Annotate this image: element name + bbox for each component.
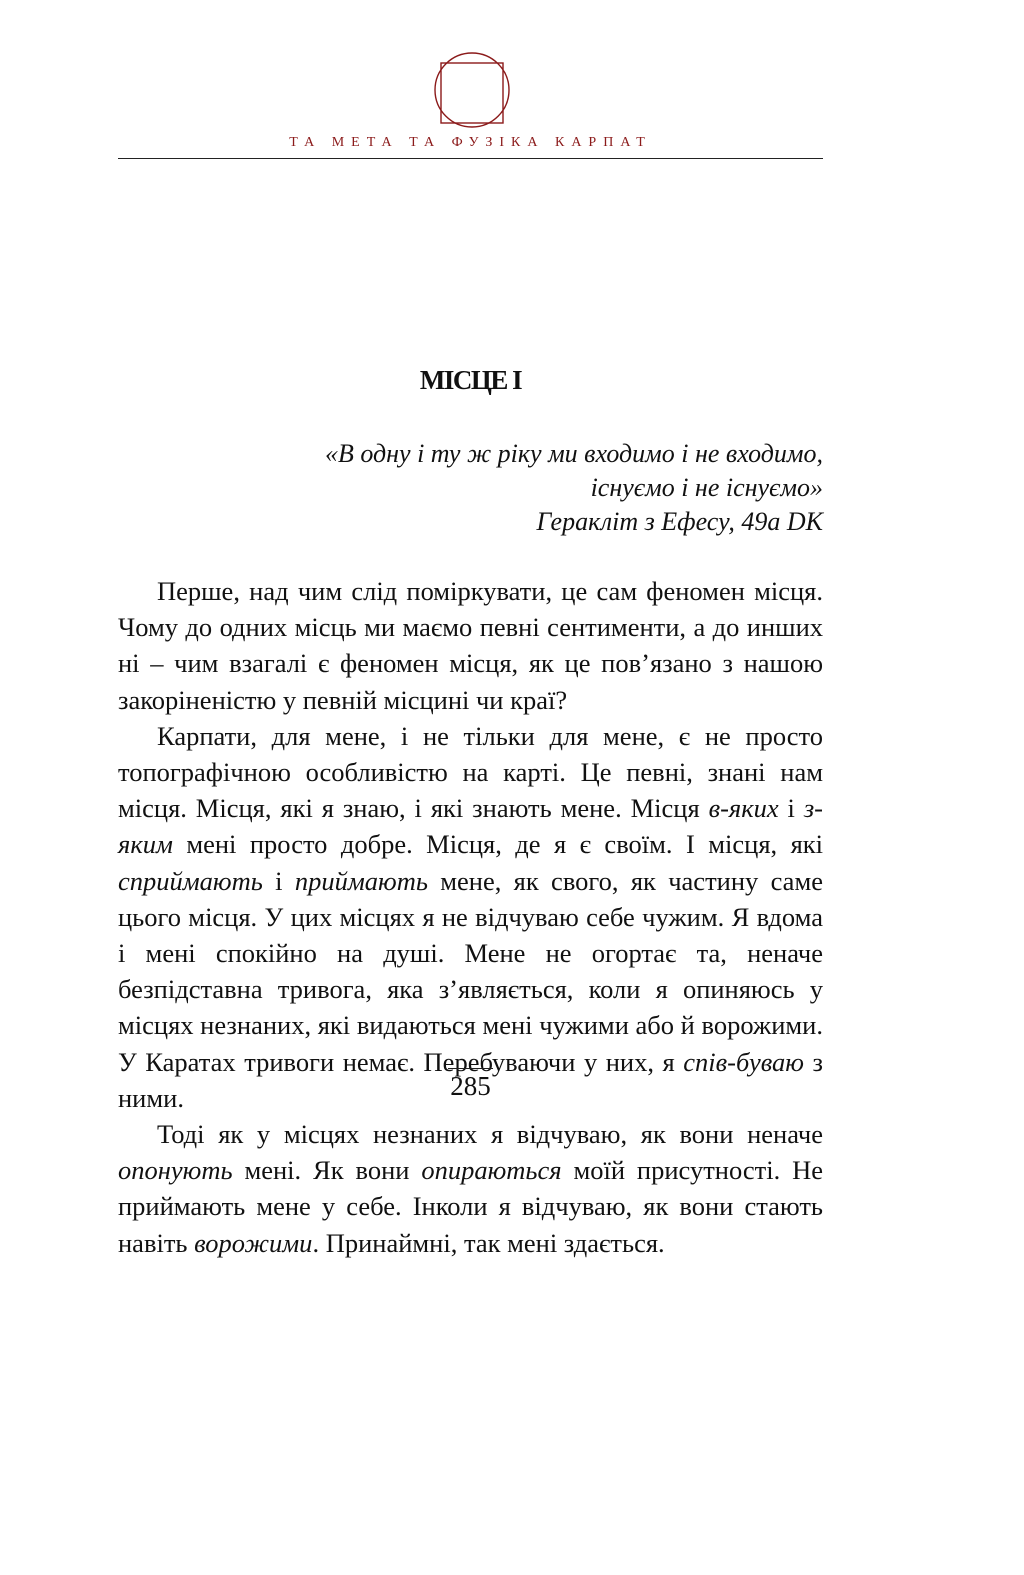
epigraph-line-1: «В одну і ту ж ріку ми входимо і не входимо,: [324, 439, 823, 468]
body-text: [118, 573, 823, 1261]
running-header: ТА МЕТА ТА ФУЗІКА КАРПАТ: [289, 135, 652, 150]
text-span: мене, як свого, як частину саме цього місця. У цих місцях я не відчуваю себе чужим. Я вдома і мені спокійно на душі. Мене не огортає та, неначе безпідставна тривога, яка з’являється, коли я опиняюсь у місцях незнаних, які видаються мені чужими або й ворожими. У Каратах тривоги немає. Перебуваючи у них, я: [118, 865, 823, 1077]
chapter-title: МІСЦЕ І: [419, 365, 522, 395]
text-span: і: [778, 793, 804, 824]
circle-square-emblem-icon: [432, 50, 512, 132]
page-number: [118, 1068, 823, 1103]
emphasis: опонують: [118, 1155, 233, 1186]
text-span: мені. Як вони: [232, 1155, 422, 1186]
epigraph-attribution: Геракліт з Ефесу, 49a DK: [536, 507, 823, 536]
text-span: . Принаймні, так мені здається.: [312, 1227, 665, 1258]
text-span: моїй присутності. Не приймають мене у себе. Інколи я відчуваю, як вони стають навіть: [118, 1155, 823, 1258]
page-number-label: 285: [448, 1068, 493, 1103]
emphasis: з-яким: [118, 793, 823, 860]
emphasis: спів-буваю: [683, 1046, 804, 1077]
text-span: і: [262, 865, 295, 896]
paragraph-2: [118, 718, 823, 1116]
emphasis: сприймають: [118, 865, 263, 896]
text-span: Карпати, для мене, і не тільки для мене, є не просто топографічною особливістю на карті. Це певні, знані нам місця. Місця, які я знаю, і які знають мене. Місця: [118, 720, 823, 824]
emphasis: в-яких: [708, 793, 779, 824]
paragraph-3: [118, 1116, 823, 1261]
text-span: Тоді як у місцях незнаних я відчуваю, як вони неначе: [157, 1119, 823, 1150]
epigraph-line-2: існуємо і не існуємо»: [590, 473, 823, 502]
emphasis: опираються: [421, 1155, 562, 1186]
emphasis: приймають: [294, 865, 428, 896]
text-span: мені просто добре. Місця, де я є своїм. І місця, які: [172, 829, 823, 860]
paragraph-1: Перше, над чим слід поміркувати, це сам феномен місця. Чому до одних місць ми маємо певні сентименти, а до инших ні – чим взагалі є феномен місця, як це пов’язано з нашою закоріненістю у певній місцині чи краї?: [118, 576, 823, 715]
header-rule: [118, 158, 823, 159]
emphasis: ворожими: [194, 1227, 313, 1258]
text-span: з ними.: [118, 1046, 824, 1113]
epigraph: [183, 437, 823, 539]
